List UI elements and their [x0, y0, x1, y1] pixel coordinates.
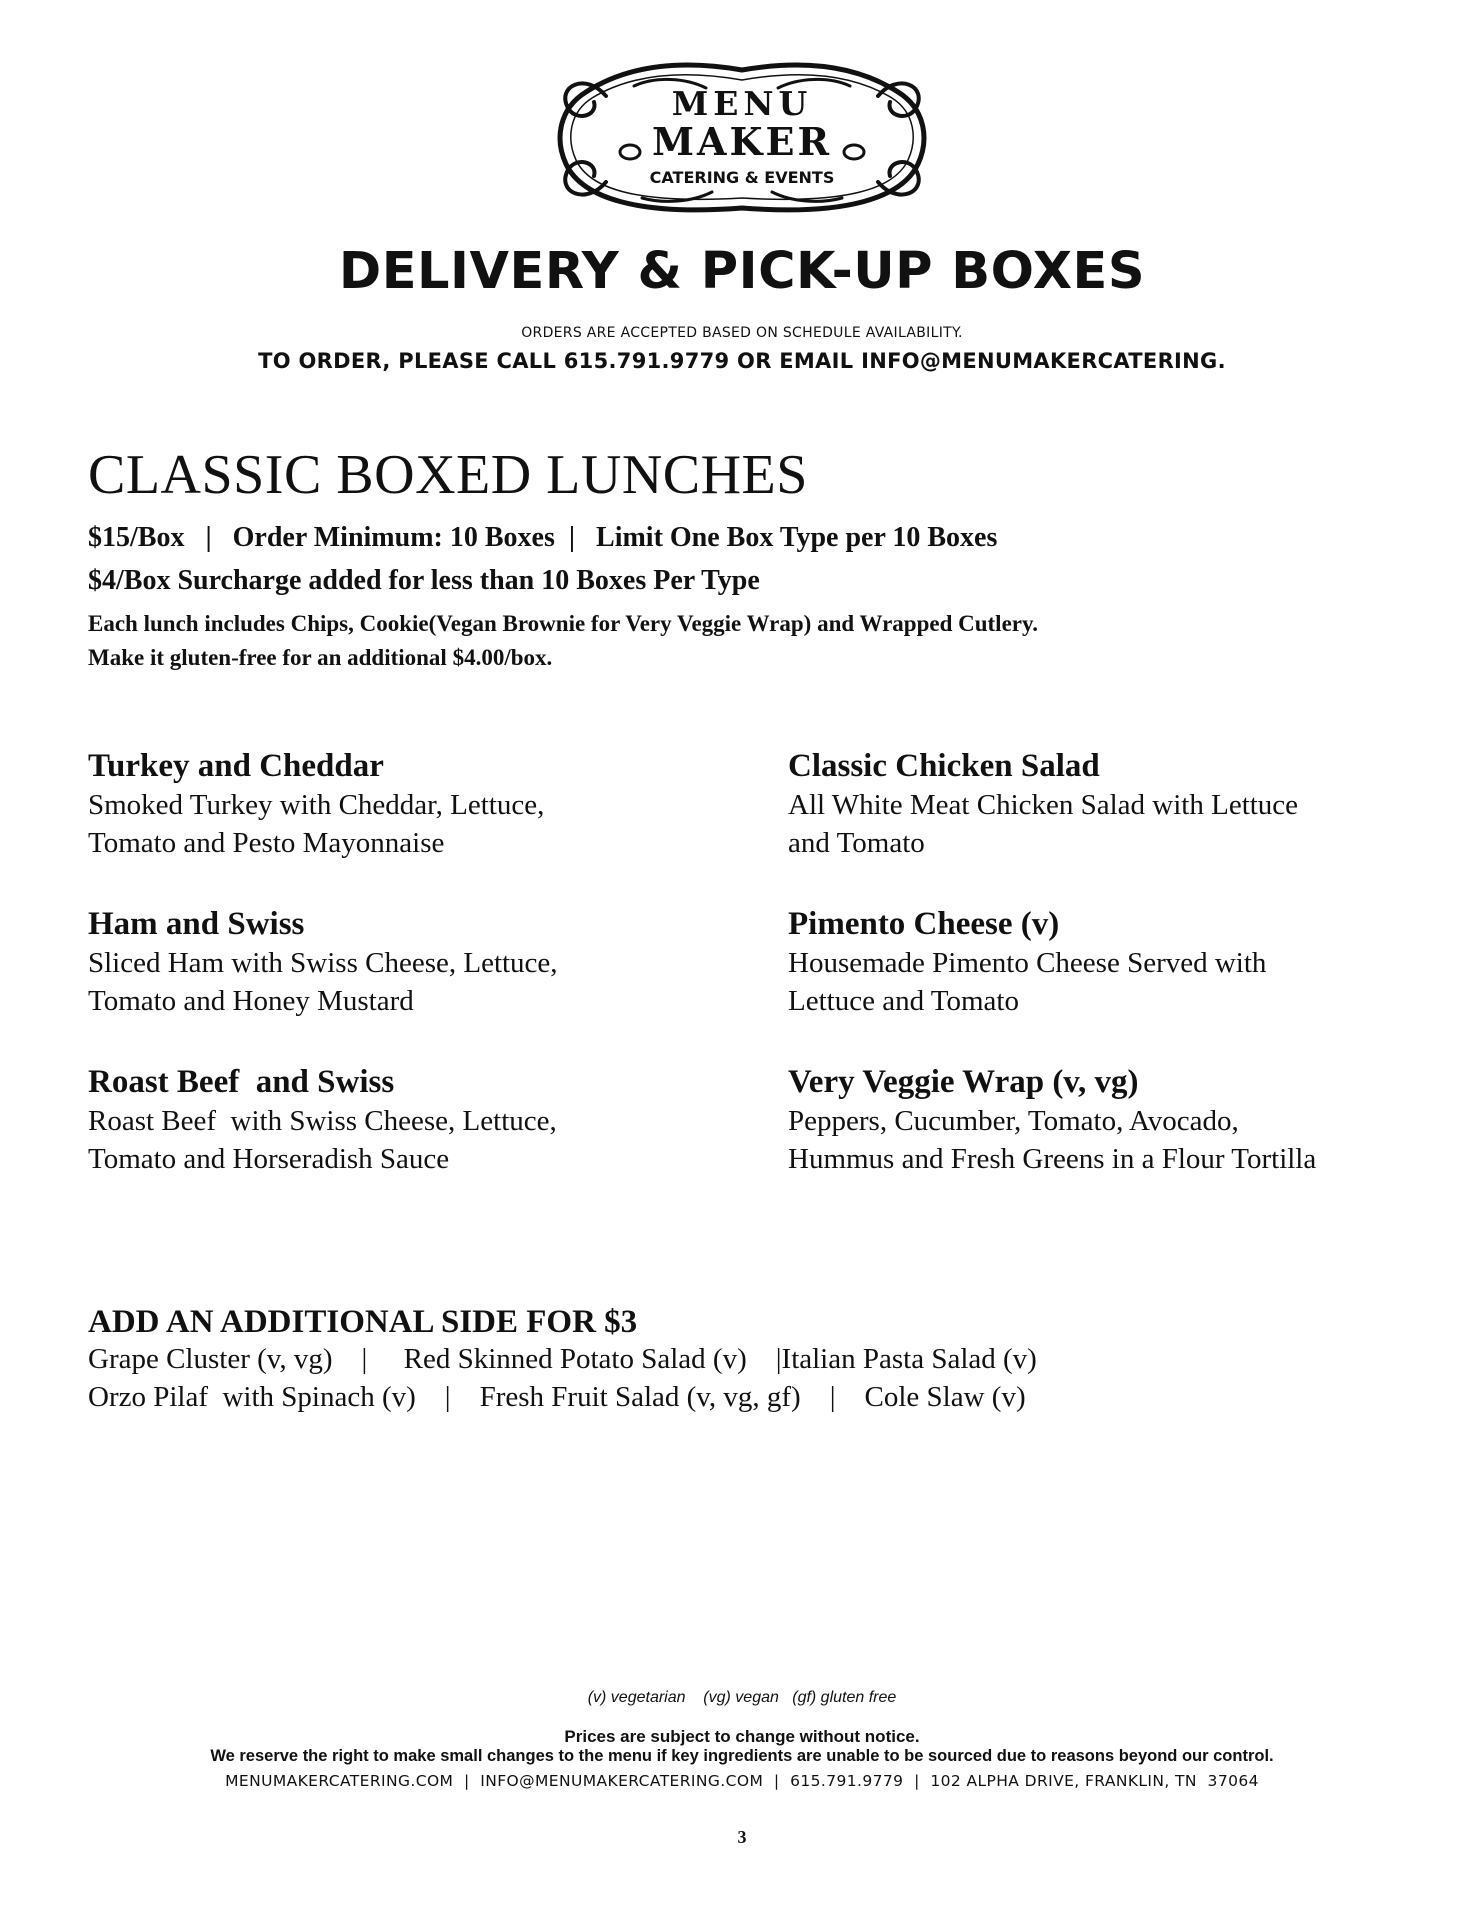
menu-item-name: Classic Chicken Salad [788, 748, 1100, 784]
menu-item-description: Roast Beef with Swiss Cheese, Lettuce, Tomato and Horseradish Sauce [88, 1105, 557, 1175]
menu-item [788, 1062, 1468, 1178]
price-notice: Prices are subject to change without notice. [564, 1727, 920, 1746]
menu-item [88, 746, 708, 862]
menu-item [88, 1062, 708, 1178]
footer-contact-line: MENUMAKERCATERING.COM | INFO@MENUMAKERCATERING.COM | 615.791.9779 | 102 ALPHA DRIVE, FRANKLIN, TN 37064 [225, 1772, 1259, 1790]
menu-change-notice: We reserve the right to make small changes to the menu if key ingredients are unable to be sourced due to reasons beyond our control. [210, 1747, 1274, 1765]
menu-item-name: Turkey and Cheddar [88, 748, 384, 784]
menu-item [88, 904, 708, 1020]
price-line: $15/Box | Order Minimum: 10 Boxes | Limit One Box Type per 10 Boxes [88, 522, 998, 553]
menu-item-name: Pimento Cheese (v) [788, 906, 1060, 942]
surcharge-line: $4/Box Surcharge added for less than 10 Boxes Per Type [88, 565, 760, 596]
menu-item [788, 904, 1448, 1020]
menu-item-description: Housemade Pimento Cheese Served with Lettuce and Tomato [788, 947, 1267, 1017]
dietary-legend: (v) vegetarian (vg) vegan (gf) gluten free [587, 1689, 897, 1706]
menu-item-name: Roast Beef and Swiss [88, 1064, 395, 1100]
sides-line: Orzo Pilaf with Spinach (v) | Fresh Fruit Salad (v, vg, gf) | Cole Slaw (v) [88, 1381, 1026, 1413]
gluten-free-line: Make it gluten-free for an additional $4.00/box. [88, 645, 553, 670]
logo-line-catering: CATERING & EVENTS [649, 168, 835, 187]
menu-maker-logo [546, 52, 938, 224]
logo-line-maker: MAKER [651, 119, 833, 164]
menu-item [788, 746, 1448, 862]
menu-item-name: Very Veggie Wrap (v, vg) [788, 1064, 1139, 1100]
page-title: DELIVERY & PICK-UP BOXES [338, 242, 1146, 301]
menu-item-description: Peppers, Cucumber, Tomato, Avocado, Hummus and Fresh Greens in a Flour Tortilla [788, 1105, 1317, 1175]
sides-title: ADD AN ADDITIONAL SIDE FOR $3 [88, 1304, 638, 1340]
availability-note: ORDERS ARE ACCEPTED BASED ON SCHEDULE AVAILABILITY. [521, 325, 963, 341]
menu-item-description: All White Meat Chicken Salad with Lettuce and Tomato [788, 789, 1299, 859]
menu-item-description: Smoked Turkey with Cheddar, Lettuce, Tomato and Pesto Mayonnaise [88, 789, 545, 859]
logo-line-menu: MENU [671, 84, 813, 123]
menu-item-name: Ham and Swiss [88, 906, 305, 942]
section-title: CLASSIC BOXED LUNCHES [88, 444, 808, 506]
includes-line: Each lunch includes Chips, Cookie(Vegan Brownie for Very Veggie Wrap) and Wrapped Cutlery. [88, 611, 1038, 636]
page-number: 3 [737, 1827, 747, 1847]
sides-line: Grape Cluster (v, vg) | Red Skinned Potato Salad (v) |Italian Pasta Salad (v) [88, 1343, 1037, 1375]
order-contact-line: TO ORDER, PLEASE CALL 615.791.9779 OR EMAIL INFO@MENUMAKERCATERING. [258, 349, 1226, 373]
menu-item-description: Sliced Ham with Swiss Cheese, Lettuce, Tomato and Honey Mustard [88, 947, 558, 1017]
